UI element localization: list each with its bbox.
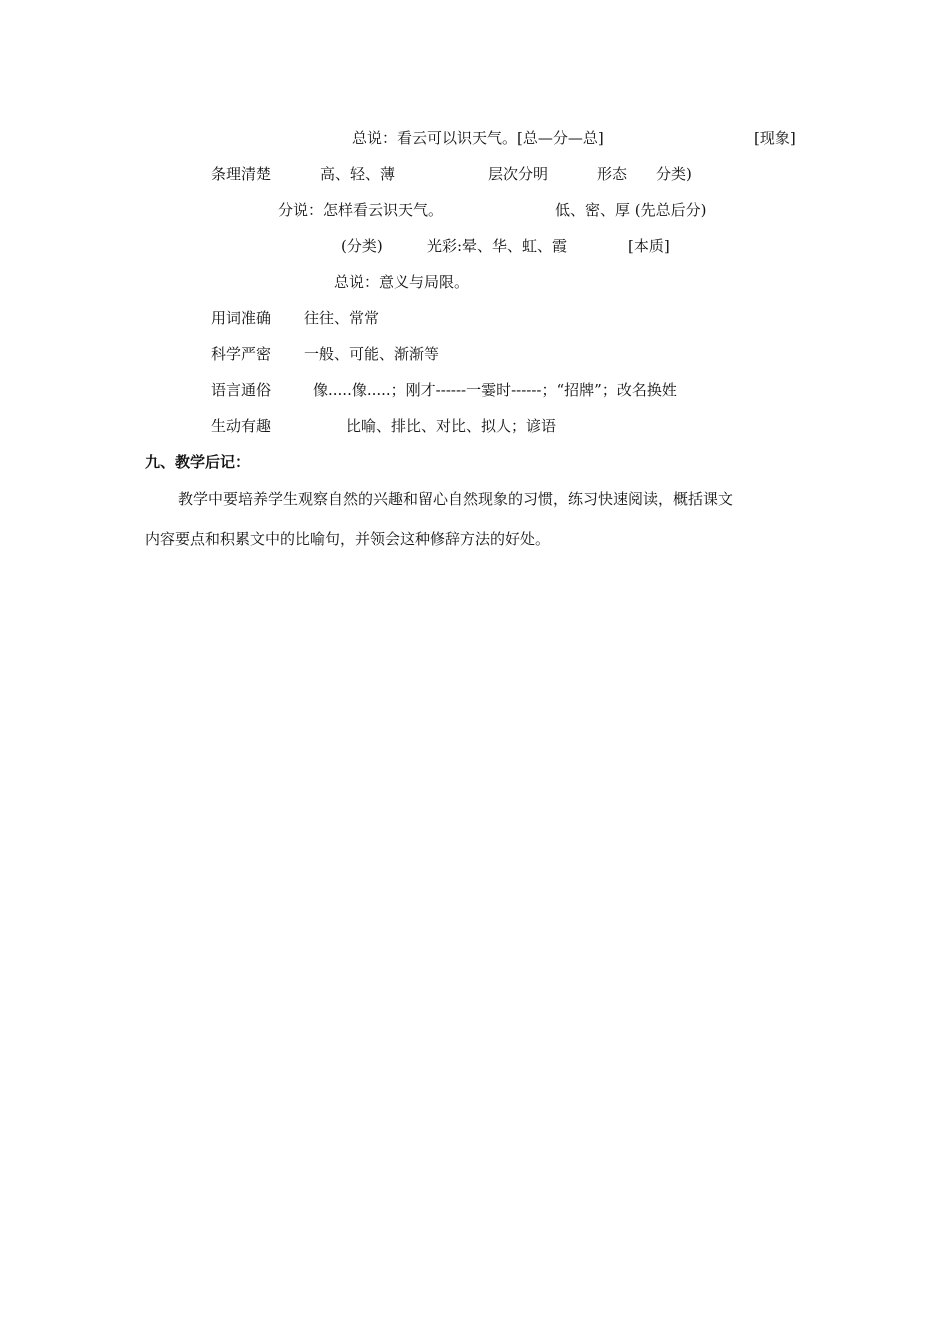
outline-summary-2: 总说：意义与局限。 bbox=[334, 273, 470, 291]
outline-detail-heading: 分说：怎样看云识天气。 bbox=[278, 201, 444, 219]
feature-label-rigorous: 科学严密 bbox=[211, 345, 272, 363]
afterword-paragraph-line-1: 教学中要培养学生观察自然的兴趣和留心自然现象的习惯，练习快速阅读，概括课文 bbox=[178, 490, 734, 508]
outline-label-classification: 分类) bbox=[656, 165, 692, 183]
outline-label-layered: 层次分明 bbox=[488, 165, 549, 183]
feature-value-vivid: 比喻、排比、对比、拟人；谚语 bbox=[346, 417, 557, 435]
feature-value-rigorous: 一般、可能、渐渐等 bbox=[304, 345, 440, 363]
afterword-paragraph-line-2: 内容要点和积累文中的比喻句，并领会这种修辞方法的好处。 bbox=[145, 530, 551, 548]
outline-label-category: (分类) bbox=[341, 237, 383, 255]
outline-label-essence: [本质] bbox=[628, 237, 670, 255]
outline-summary-1: 总说：看云可以识天气。[总—分—总] bbox=[352, 129, 604, 147]
outline-label-phenomenon: [现象] bbox=[754, 129, 796, 147]
outline-item-high-light-thin: 高、轻、薄 bbox=[320, 165, 396, 183]
feature-label-plain: 语言通俗 bbox=[211, 381, 272, 399]
feature-label-accurate: 用词准确 bbox=[211, 309, 272, 327]
outline-item-light-colors: 光彩:晕、华、虹、霞 bbox=[427, 237, 568, 255]
outline-label-organized: 条理清楚 bbox=[211, 165, 272, 183]
feature-value-plain: 像.....像.....；刚才------一霎时------；“招牌”；改名换姓 bbox=[313, 381, 677, 399]
feature-label-vivid: 生动有趣 bbox=[211, 417, 272, 435]
outline-label-form: 形态 bbox=[597, 165, 628, 183]
feature-value-accurate: 往往、常常 bbox=[304, 309, 380, 327]
outline-item-low-dense-thick: 低、密、厚 (先总后分) bbox=[555, 201, 707, 219]
afterword-heading: 九、教学后记： bbox=[145, 453, 251, 471]
